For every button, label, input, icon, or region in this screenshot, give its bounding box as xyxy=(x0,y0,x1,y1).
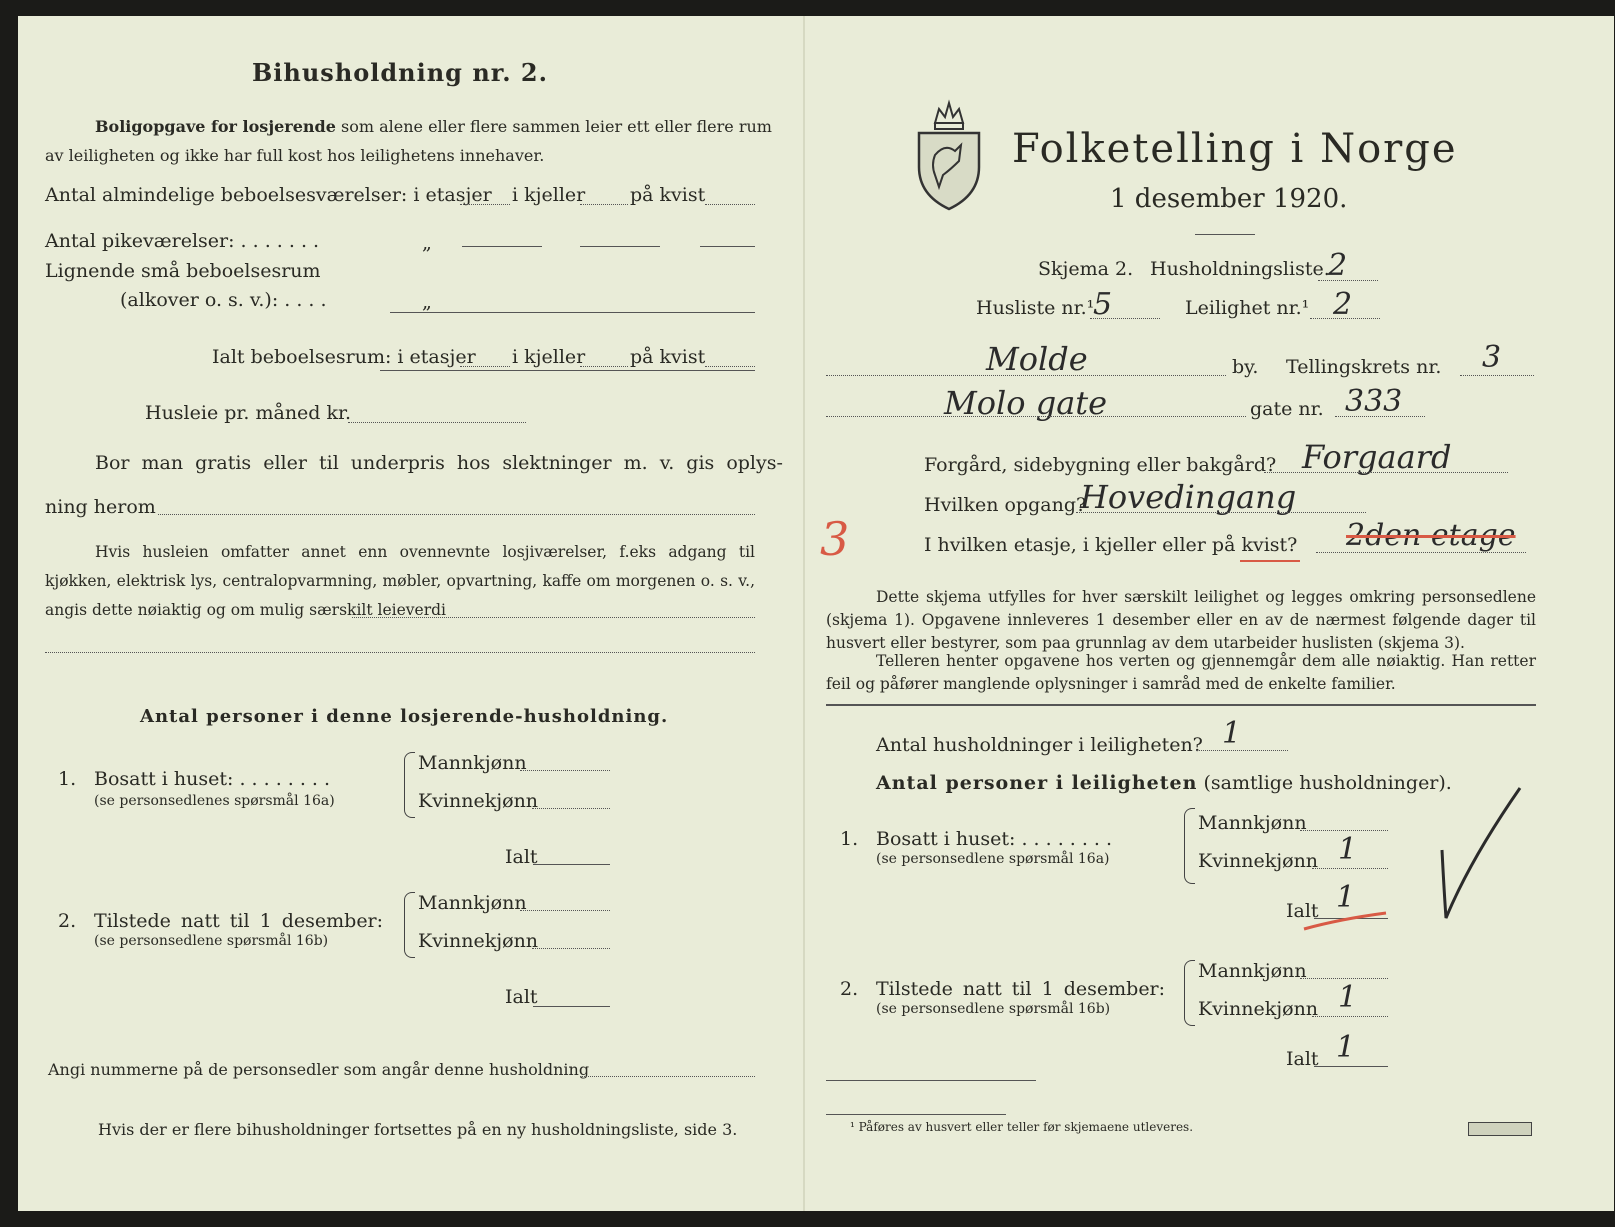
opgang-value[interactable]: Hovedingang xyxy=(1080,478,1297,516)
forgaard-label: Forgård, sidebygning eller bakgård? xyxy=(924,454,1277,476)
r-q1-ialt: Ialt xyxy=(1286,900,1319,922)
tellingskrets-label: Tellingskrets nr. xyxy=(1286,356,1442,378)
field-leieverdi[interactable] xyxy=(352,617,755,618)
antal-hush-value[interactable]: 1 xyxy=(1222,716,1242,751)
husholdningsliste-label: Husholdningsliste. xyxy=(1150,258,1330,280)
r-q1-ialt-value[interactable]: 1 xyxy=(1336,880,1356,915)
r-q2-mann: Mannkjønn xyxy=(1198,960,1307,982)
leilighet-label: Leilighet nr.¹ xyxy=(1185,297,1310,319)
r-q2-ialt: Ialt xyxy=(1286,1048,1319,1070)
r-q2-sub: (se personsedlene spørsmål 16b) xyxy=(876,1001,1111,1017)
l-q1-mann-field[interactable] xyxy=(520,770,610,771)
etasje-field xyxy=(1316,552,1526,553)
l-q2-brace xyxy=(404,892,415,958)
kvist-red-underline xyxy=(1240,560,1300,562)
right-title: Folketelling i Norge xyxy=(1012,126,1458,172)
l-q1-mann: Mannkjønn xyxy=(418,752,527,774)
street-field xyxy=(826,416,1246,417)
info-paragraph-1: Dette skjema utfylles for hver særskilt leilighet og legges omkring personsedlene (skjema 1). Opgavene innleveres 1 desember eller en av de nærmest følgende dager til husvert eller bestyrer, som paa grunnlag av dem utarbeider huslisten (skjema 3). xyxy=(826,588,1536,652)
l-q1-ialt: Ialt xyxy=(505,846,538,868)
r-q1-kvinne: Kvinnekjønn xyxy=(1198,850,1319,872)
field-kjeller[interactable] xyxy=(580,204,628,205)
page-fold xyxy=(803,16,805,1211)
forgaard-field xyxy=(1264,472,1508,473)
husholdningsliste-field xyxy=(1318,280,1378,281)
r-q2-mann-field[interactable] xyxy=(1300,978,1388,979)
bor-line1: Bor man gratis eller til underpris hos slektninger m. v. gis oplys- xyxy=(95,452,783,474)
by-field xyxy=(826,375,1226,376)
ialt-underline xyxy=(380,370,755,371)
r-q2-kvinne-field xyxy=(1312,1016,1388,1017)
antal-pers-bold: Antal personer i leiligheten xyxy=(876,772,1198,794)
l-q2-sub: (se personsedlene spørsmål 16b) xyxy=(94,933,329,949)
ialt-kvist-label: på kvist xyxy=(630,346,706,368)
field-ialt-kjeller[interactable] xyxy=(580,366,628,367)
l-q2-label: Tilstede natt til 1 desember: xyxy=(94,910,384,932)
r-q1-label: Bosatt i huset: . . . . . . . . xyxy=(876,828,1113,850)
etasje-red-mark: 3 xyxy=(820,512,850,566)
l-q1-kvinne: Kvinnekjønn xyxy=(418,790,539,812)
intro-line2: av leiligheten og ikke har full kost hos leilighetens innehaver. xyxy=(45,146,545,165)
etasje-label: I hvilken etasje, i kjeller eller på kvist? xyxy=(924,534,1298,556)
r-q1-num: 1. xyxy=(840,828,859,850)
ditto-mark-2: „ xyxy=(422,291,432,313)
census-date: 1 desember 1920. xyxy=(1110,184,1348,214)
l-q2-mann-field[interactable] xyxy=(520,910,610,911)
l-q1-sub: (se personsedlenes spørsmål 16a) xyxy=(94,793,335,809)
lignende-label: Lignende små beboelsesrum xyxy=(45,260,321,282)
r-q2-kvinne: Kvinnekjønn xyxy=(1198,998,1319,1020)
printer-stamp xyxy=(1468,1122,1532,1136)
footnote-rule xyxy=(826,1114,1006,1115)
r-q1-mann: Mannkjønn xyxy=(1198,812,1307,834)
intro-bold: Boligopgave for losjerende xyxy=(95,117,336,136)
r-q2-kvinne-value[interactable]: 1 xyxy=(1338,980,1358,1015)
field-pike-kjeller[interactable] xyxy=(580,246,660,247)
field-pike-kvist[interactable] xyxy=(700,246,755,247)
bottom-rule xyxy=(826,1080,1036,1081)
antal-hush-label: Antal husholdninger i leiligheten? xyxy=(876,734,1203,756)
gate-value[interactable]: 333 xyxy=(1345,384,1403,419)
husliste-field xyxy=(1090,318,1160,319)
r-q2-label: Tilstede natt til 1 desember: xyxy=(876,978,1166,1000)
left-title: Bihusholdning nr. 2. xyxy=(252,58,548,87)
red-check-stroke-icon xyxy=(1300,905,1390,935)
field-kvist[interactable] xyxy=(705,204,755,205)
r-q2-ialt-value[interactable]: 1 xyxy=(1336,1030,1356,1065)
by-label: by. xyxy=(1232,356,1259,378)
l-q1-brace xyxy=(404,752,415,818)
field-etasjer[interactable] xyxy=(460,204,510,205)
leilighet-field xyxy=(1310,318,1380,319)
norway-coat-of-arms-icon xyxy=(915,95,983,213)
field-alkover[interactable] xyxy=(390,312,755,313)
husliste-label: Husliste nr.¹ xyxy=(976,297,1095,319)
antal-alm-label: Antal almindelige beboelsesværelser: i etasjer xyxy=(45,184,492,206)
r-q1-mann-field[interactable] xyxy=(1300,830,1388,831)
field-leieverdi-2[interactable] xyxy=(45,652,755,653)
alkover-label: (alkover o. s. v.): . . . . xyxy=(120,289,327,311)
l-q1-label: Bosatt i huset: . . . . . . . . xyxy=(94,768,331,790)
by-value[interactable]: Molde xyxy=(986,340,1088,378)
gate-label: gate nr. xyxy=(1250,398,1324,420)
footnote: ¹ Påføres av husvert eller teller før skjemaene utleveres. xyxy=(850,1120,1194,1134)
antal-pike-label: Antal pikeværelser: . . . . . . . xyxy=(45,230,320,252)
opgang-field xyxy=(1076,512,1366,513)
tellingskrets-value[interactable]: 3 xyxy=(1482,340,1502,375)
hvis-paragraph: Hvis husleien omfatter annet enn ovennevnte losjiværelser, f.eks adgang til kjøkken, elektrisk lys, centralopvarmning, møbler, opvartning, kaffe om morgenen o. s. v., angis dette nøiaktig og om mulig særskilt leieverdi xyxy=(45,543,755,619)
gate-field xyxy=(1335,416,1425,417)
l-q1-ialt-field[interactable] xyxy=(533,864,610,865)
hvis-flere: Hvis der er flere bihusholdninger fortsettes på en ny husholdningsliste, side 3. xyxy=(98,1120,738,1139)
l-q2-mann: Mannkjønn xyxy=(418,892,527,914)
section-rule xyxy=(826,704,1536,706)
r-q1-kvinne-field xyxy=(1312,868,1388,869)
angi-label: Angi nummerne på de personsedler som angår denne husholdning xyxy=(48,1060,590,1079)
l-q2-ialt-field[interactable] xyxy=(533,1006,610,1007)
etasje-value[interactable]: 2den etage xyxy=(1346,518,1516,553)
ialt-kjeller-label: i kjeller xyxy=(512,346,586,368)
tellingskrets-field xyxy=(1460,375,1534,376)
field-ialt-kvist[interactable] xyxy=(705,366,755,367)
field-angi[interactable] xyxy=(580,1076,755,1077)
husliste-value[interactable]: 5 xyxy=(1093,287,1113,322)
antal-pers-rest: (samtlige husholdninger). xyxy=(1203,772,1452,794)
title-rule xyxy=(1195,234,1255,235)
r-q1-sub: (se personsedlene spørsmål 16a) xyxy=(876,851,1110,867)
r-q2-brace xyxy=(1184,960,1195,1026)
leilighet-value[interactable]: 2 xyxy=(1333,287,1353,322)
intro-rest: som alene eller flere sammen leier ett eller flere rum xyxy=(340,117,772,136)
r-q1-brace xyxy=(1184,808,1195,884)
info-paragraph-2: Telleren henter opgavene hos verten og gjennemgår dem alle nøiaktig. Han retter feil og påfører manglende oplysninger i samråd med de enkelte familier. xyxy=(826,652,1536,693)
l-q2-num: 2. xyxy=(58,910,77,932)
street-value[interactable]: Molo gate xyxy=(944,384,1108,422)
field-husleie[interactable] xyxy=(348,422,526,423)
r-q2-ialt-field xyxy=(1314,1066,1388,1067)
husleie-label: Husleie pr. måned kr. xyxy=(145,402,352,424)
ialt-rum-label: Ialt beboelsesrum: i etasjer xyxy=(212,346,476,368)
l-q2-kvinne-field[interactable] xyxy=(532,948,610,949)
r-q2-num: 2. xyxy=(840,978,859,1000)
ditto-mark: „ xyxy=(422,232,432,254)
l-q2-kvinne: Kvinnekjønn xyxy=(418,930,539,952)
bor-line2: ning herom xyxy=(45,496,156,518)
opgang-label: Hvilken opgang? xyxy=(924,494,1087,516)
field-ialt-etasjer[interactable] xyxy=(460,366,510,367)
i-kjeller-label: i kjeller xyxy=(512,184,586,206)
l-q1-num: 1. xyxy=(58,768,77,790)
skjema-label: Skjema 2. xyxy=(1038,258,1134,280)
antal-hush-field xyxy=(1196,750,1288,751)
husholdningsliste-value[interactable]: 2 xyxy=(1328,248,1348,283)
antal-heading-left: Antal personer i denne losjerende-husholdning. xyxy=(140,706,669,727)
l-q1-kvinne-field[interactable] xyxy=(532,808,610,809)
forgaard-value[interactable]: Forgaard xyxy=(1302,438,1452,476)
l-q2-ialt: Ialt xyxy=(505,986,538,1008)
r-q1-kvinne-value[interactable]: 1 xyxy=(1338,832,1358,867)
field-pike-etasjer[interactable] xyxy=(462,246,542,247)
paa-kvist-label: på kvist xyxy=(630,184,706,206)
field-bor[interactable] xyxy=(158,514,755,515)
checkmark-icon xyxy=(1430,780,1530,930)
